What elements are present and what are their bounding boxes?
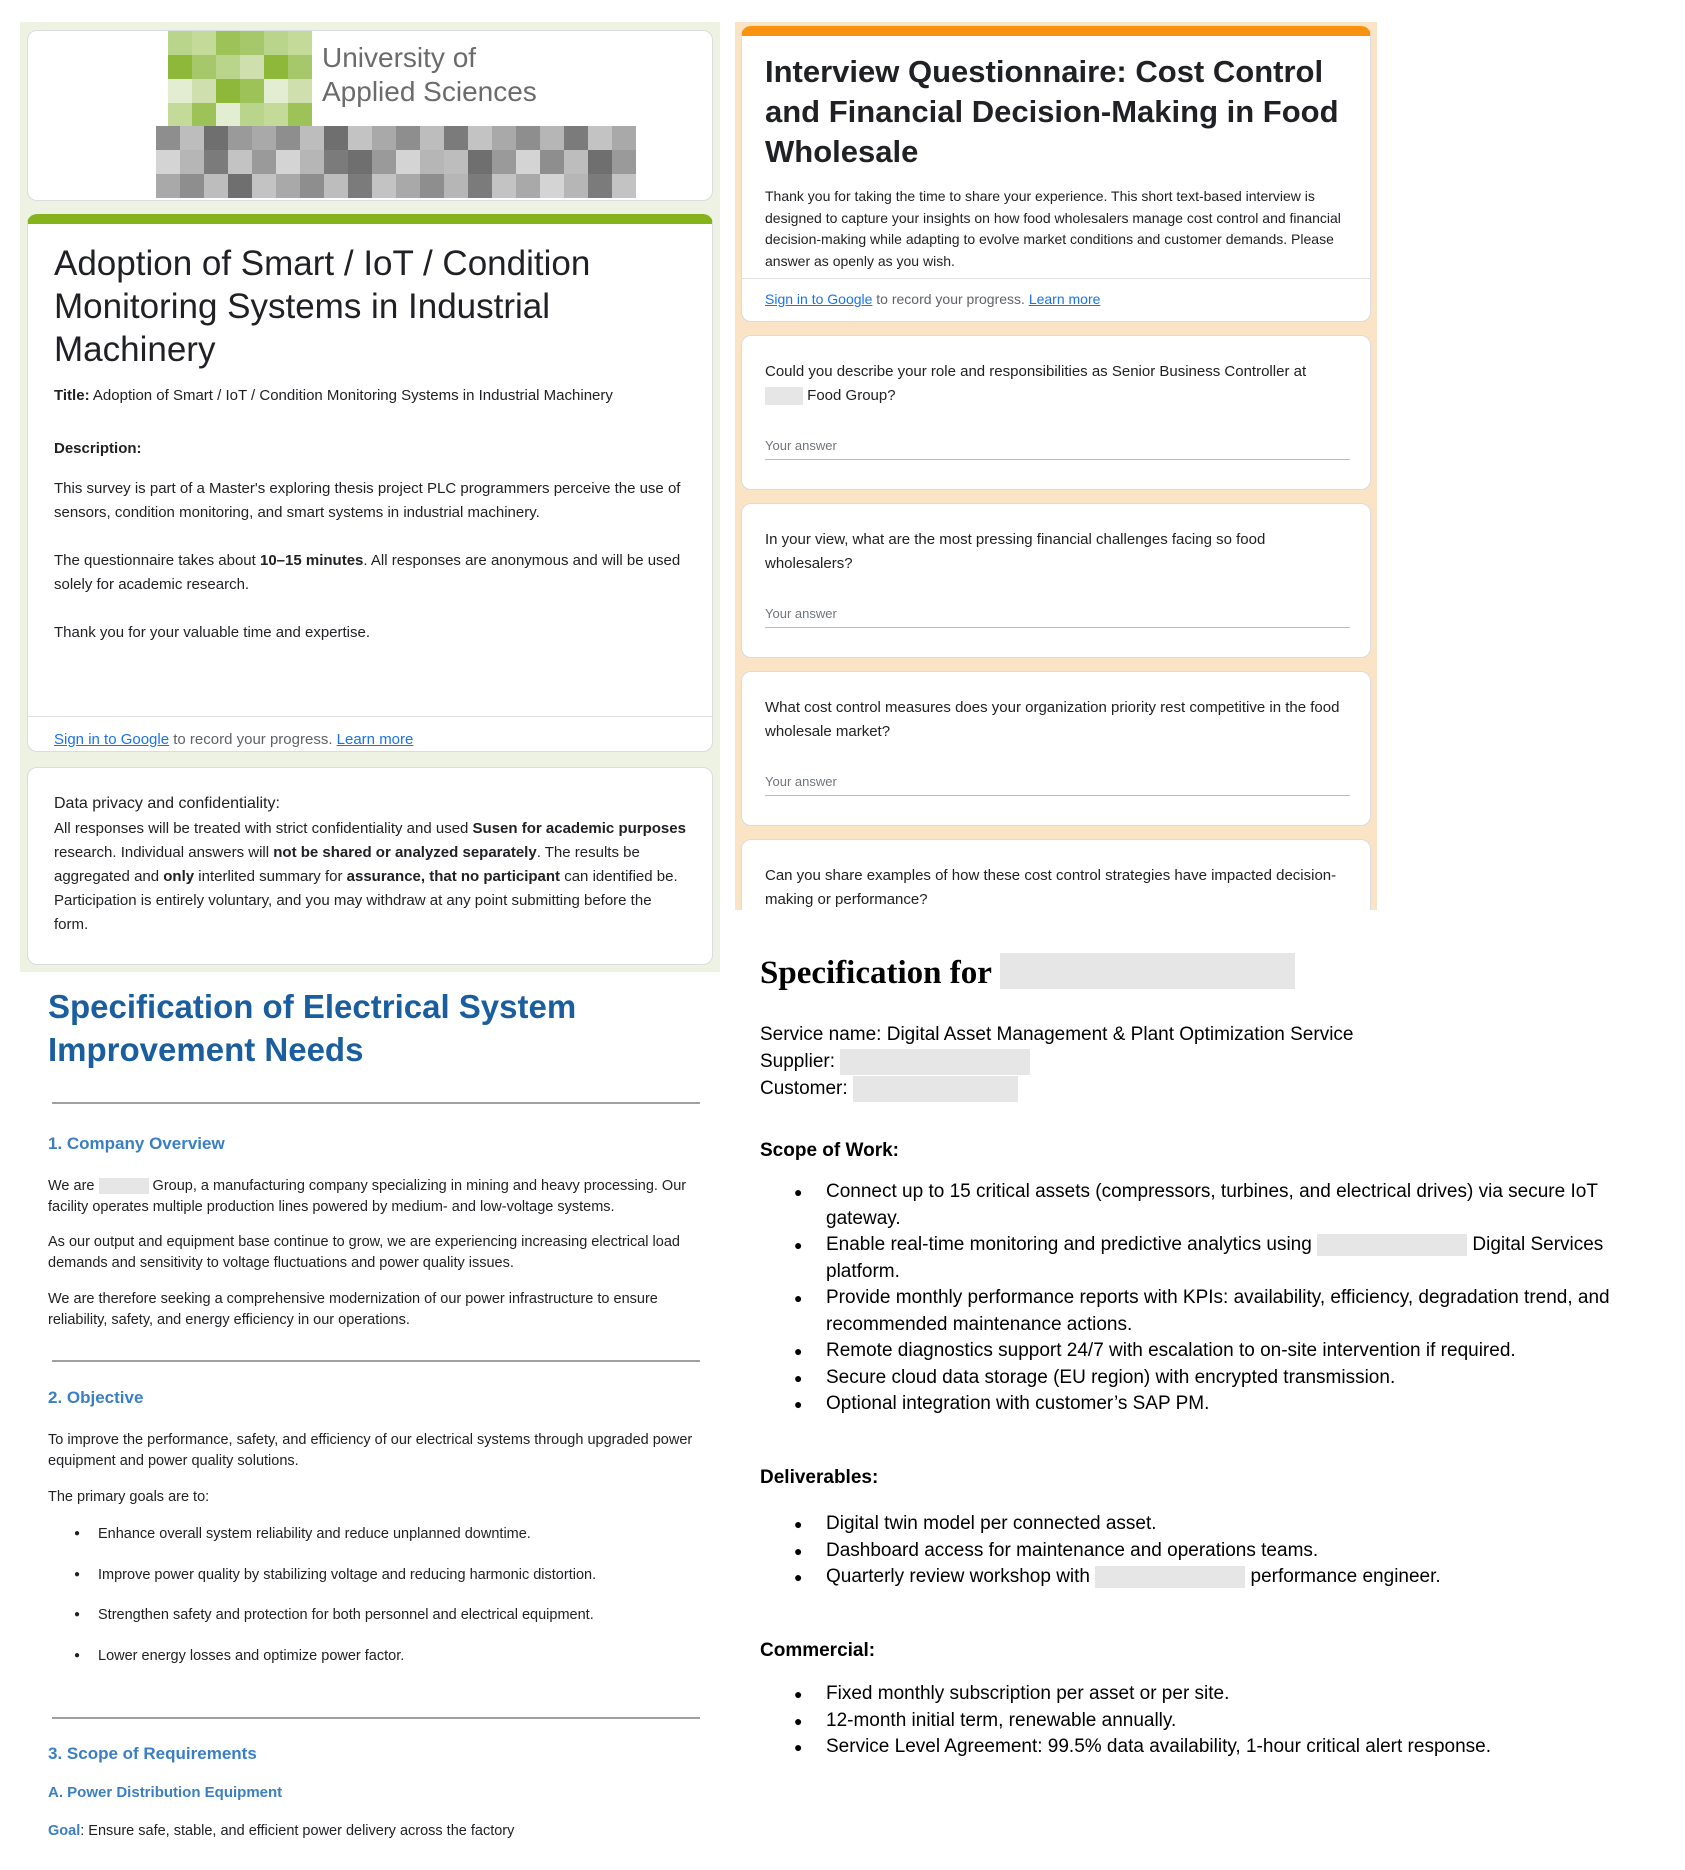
- redacted-customer: [853, 1076, 1018, 1102]
- redaction-tile: [180, 126, 204, 150]
- customer-label: Customer:: [760, 1078, 848, 1099]
- commercial-item: ● Service Level Agreement: 99.5% data availability, 1-hour critical alert response.: [760, 1734, 1630, 1761]
- redaction-tile: [492, 174, 516, 198]
- privacy-part-3: research. Individual answers will: [54, 844, 274, 861]
- redaction-tile: [204, 126, 228, 150]
- logo-tile: [216, 103, 240, 127]
- logo-tile: [240, 103, 264, 127]
- redaction-tile: [564, 150, 588, 174]
- logo-tile: [240, 31, 264, 55]
- scope-item: ● Optional integration with customer’s SAP PM.: [760, 1391, 1630, 1418]
- logo-tile: [216, 79, 240, 103]
- answer-field-1[interactable]: Your answer: [765, 438, 1350, 460]
- divider: [52, 1102, 700, 1104]
- redaction-tile: [516, 150, 540, 174]
- redaction-tile: [588, 174, 612, 198]
- redaction-tile: [348, 150, 372, 174]
- duration-text: [54, 549, 694, 597]
- interview-title: Interview Questionnaire: Cost Control and Financial Decision-Making in Food Wholesale: [765, 54, 1339, 169]
- interview-intro: Thank you for taking the time to share your experience. This short text-based interview is designed to capture your insights on how food wholesalers manage cost control and financial decision-making while adapting to evolve market conditions and customer demands. Please answer as openly as you wish.: [765, 188, 1341, 269]
- redaction-tile: [564, 126, 588, 150]
- section-3-heading: 3. Scope of Requirements: [48, 1744, 257, 1763]
- logo-tile: [264, 79, 288, 103]
- logo-tile: [216, 55, 240, 79]
- redaction-tile: [588, 126, 612, 150]
- privacy-part-8: assurance, that no participant: [346, 868, 561, 885]
- privacy-heading: Data privacy and confidentiality:: [54, 795, 280, 812]
- university-logo-mark: [168, 31, 312, 127]
- sign-in-text: to record your progress.: [169, 731, 337, 748]
- deliverable-item: ● Digital twin model per connected asset.: [760, 1511, 1630, 1538]
- sign-in-bar: [28, 716, 712, 762]
- deliverables-heading: Deliverables:: [760, 1467, 879, 1488]
- redaction-tile: [588, 150, 612, 174]
- overview-p1-part-b: Group, a manufacturing company specializing in mining and heavy processing. Our facility operates multiple production lines powered by medium- and low-voltage systems.: [48, 1178, 687, 1215]
- scope-item: ● Connect up to 15 critical assets (compressors, turbines, and electrical drives) via secure IoT gateway.: [760, 1179, 1630, 1232]
- logo-tile: [240, 79, 264, 103]
- redaction-tile: [348, 174, 372, 198]
- duration-bold: 10–15 minutes: [259, 552, 364, 569]
- logo-tile: [264, 55, 288, 79]
- logo-tile: [288, 31, 312, 55]
- redaction-tile: [300, 150, 324, 174]
- logo-tile: [168, 31, 192, 55]
- redaction-tile: [300, 174, 324, 198]
- redaction-tile: [180, 174, 204, 198]
- description-label: Description:: [54, 440, 142, 457]
- title-value: Adoption of Smart / IoT / Condition Monitoring Systems in Industrial Machinery: [92, 387, 613, 404]
- company-overview-p1: [48, 1176, 708, 1217]
- question-1-part-b: Food Group?: [807, 387, 896, 404]
- interview-header-card: [741, 26, 1371, 322]
- sign-in-bar: [742, 278, 1370, 319]
- section-2-heading: 2. Objective: [48, 1388, 144, 1407]
- redaction-tile: [180, 150, 204, 174]
- privacy-part-1: All responses will be treated with strict confidentiality and used: [54, 820, 473, 837]
- redaction-tile: [396, 150, 420, 174]
- redaction-tile: [612, 174, 636, 198]
- logo-line-1: University of: [322, 42, 477, 73]
- redaction-tile: [156, 174, 180, 198]
- deliverable-3-part-b: performance engineer.: [1250, 1566, 1441, 1587]
- goals-list: [48, 1524, 596, 1686]
- redaction-tile: [324, 126, 348, 150]
- goal-item: ● Enhance overall system reliability and reduce unplanned downtime.: [48, 1524, 596, 1565]
- redaction-tile: [540, 150, 564, 174]
- food-wholesale-interview-form: [735, 22, 1377, 910]
- question-card-4: [741, 839, 1371, 910]
- goal-line: [48, 1821, 708, 1842]
- commercial-item: ● Fixed monthly subscription per asset or per site.: [760, 1681, 1630, 1708]
- customer-line: [760, 1075, 1354, 1102]
- redaction-tile: [444, 150, 468, 174]
- redaction-tile: [420, 126, 444, 150]
- privacy-part-5: . The results be aggregated and: [54, 844, 640, 885]
- thanks-text: Thank you for your valuable time and expertise.: [54, 624, 371, 641]
- question-2: In your view, what are the most pressing financial challenges facing so food wholesalers?: [765, 531, 1266, 572]
- scope-item: ● Provide monthly performance reports with KPIs: availability, efficiency, degradation trend, and recommended maintenance actions.: [760, 1285, 1630, 1338]
- learn-more-link[interactable]: Learn more: [1028, 291, 1101, 307]
- redaction-tile: [420, 174, 444, 198]
- logo-tile: [216, 31, 240, 55]
- objective-p2: The primary goals are to:: [48, 1489, 210, 1505]
- question-4: Can you share examples of how these cost control strategies have impacted decision-making or performance?: [765, 867, 1337, 908]
- doc-title: Specification of Electrical System Improvement Needs: [48, 988, 577, 1068]
- redaction-tile: [228, 150, 252, 174]
- redacted-platform: [1317, 1234, 1467, 1256]
- divider: [52, 1717, 700, 1719]
- logo-tile: [192, 103, 216, 127]
- redaction-tile: [276, 150, 300, 174]
- logo-tile: [192, 31, 216, 55]
- learn-more-link[interactable]: Learn more: [336, 731, 414, 748]
- redaction-tile: [540, 126, 564, 150]
- deliverables-list: [760, 1511, 1630, 1591]
- logo-tile: [240, 55, 264, 79]
- spec-title: [760, 953, 1295, 992]
- supplier-label: Supplier:: [760, 1051, 835, 1072]
- divider: [52, 1360, 700, 1362]
- sign-in-link[interactable]: Sign in to Google: [765, 291, 873, 307]
- logo-tile: [264, 31, 288, 55]
- scope-list: [760, 1179, 1630, 1418]
- redacted-company: [99, 1178, 149, 1194]
- redacted-supplier: [1095, 1566, 1245, 1588]
- privacy-part-9: can identified be. Participation is entirely voluntary, and you may withdraw at any point submitting before the form.: [54, 868, 678, 933]
- logo-tile: [288, 55, 312, 79]
- scope-2-part-b: Digital Services platform.: [826, 1234, 1604, 1282]
- deliverable-3-part-a: Quarterly review workshop with: [826, 1566, 1090, 1587]
- redaction-tile: [444, 174, 468, 198]
- sign-in-link[interactable]: Sign in to Google: [54, 731, 170, 748]
- redaction-tile: [204, 150, 228, 174]
- redaction-tile: [612, 150, 636, 174]
- logo-tile: [288, 103, 312, 127]
- logo-tile: [168, 103, 192, 127]
- question-1-part-a: Could you describe your role and responsibilities as Senior Business Controller at: [765, 363, 1307, 380]
- university-logo-text: [322, 41, 537, 109]
- duration-pre: The questionnaire takes about: [54, 552, 260, 569]
- scope-item: ● Remote diagnostics support 24/7 with escalation to on-site intervention if required.: [760, 1338, 1630, 1365]
- scope-2-part-a: Enable real-time monitoring and predictive analytics using: [826, 1234, 1312, 1255]
- redaction-tile: [324, 150, 348, 174]
- redaction-tile: [492, 150, 516, 174]
- question-card-2: [741, 503, 1371, 658]
- scope-item: ● Secure cloud data storage (EU region) with encrypted transmission.: [760, 1365, 1630, 1392]
- redaction-tile: [156, 126, 180, 150]
- description-text: This survey is part of a Master's exploring thesis project PLC programmers perceive the use of sensors, condition monitoring, and smart systems in industrial machinery.: [54, 480, 681, 521]
- objective-p1: To improve the performance, safety, and efficiency of our electrical systems through upgraded power equipment and power quality solutions.: [48, 1432, 693, 1469]
- commercial-list: [760, 1681, 1630, 1761]
- service-name: Service name: Digital Asset Management & Plant Optimization Service: [760, 1024, 1354, 1045]
- redaction-tile: [300, 126, 324, 150]
- title-label: Title:: [54, 387, 90, 404]
- logo-tile: [192, 79, 216, 103]
- redaction-tile: [372, 150, 396, 174]
- company-overview-p3: We are therefore seeking a comprehensive modernization of our power infrastructure to ensure reliability, safety, and energy efficiency in our operations.: [48, 1291, 658, 1328]
- redaction-tile: [396, 126, 420, 150]
- smart-iot-survey-form: [20, 22, 720, 972]
- redaction-tile: [252, 174, 276, 198]
- redaction-tile: [252, 150, 276, 174]
- goal-item: ● Lower energy losses and optimize power factor.: [48, 1646, 596, 1687]
- redaction-tile: [348, 126, 372, 150]
- logo-tile: [288, 79, 312, 103]
- answer-field-2[interactable]: Your answer: [765, 606, 1350, 628]
- answer-field-3[interactable]: Your answer: [765, 774, 1350, 796]
- privacy-part-4: not be shared or analyzed separately: [273, 844, 537, 861]
- overview-p1-part-a: We are: [48, 1178, 95, 1194]
- redaction-tile: [420, 150, 444, 174]
- form-header-card: [27, 214, 713, 752]
- redaction-tile: [564, 174, 588, 198]
- duration-post: . All responses are anonymous and will be used solely for academic research.: [54, 552, 681, 593]
- question-card-1: [741, 335, 1371, 490]
- redacted-name: [1000, 953, 1295, 989]
- redaction-tile: [276, 126, 300, 150]
- commercial-heading: Commercial:: [760, 1640, 876, 1661]
- spec-title-text: Specification for: [760, 955, 992, 991]
- goal-label: Goal: [48, 1823, 81, 1839]
- privacy-text: [54, 817, 689, 937]
- redaction-tile: [324, 174, 348, 198]
- scope-heading: Scope of Work:: [760, 1140, 899, 1161]
- privacy-part-2: Susen for academic purposes: [472, 820, 686, 837]
- redaction-tile: [540, 174, 564, 198]
- title-line: [54, 384, 694, 408]
- privacy-part-6: only: [163, 868, 195, 885]
- pixelated-redaction: [156, 126, 636, 198]
- form-title: Adoption of Smart / IoT / Condition Monitoring Systems in Industrial Machinery: [54, 244, 591, 369]
- goal-text: : Ensure safe, stable, and efficient power delivery across the factory: [80, 1823, 515, 1839]
- privacy-part-7: interlited summary for: [194, 868, 347, 885]
- commercial-item: ● 12-month initial term, renewable annually.: [760, 1708, 1630, 1735]
- redaction-tile: [252, 126, 276, 150]
- redacted-company: [765, 387, 803, 405]
- redaction-tile: [468, 174, 492, 198]
- scope-item: [760, 1232, 1630, 1285]
- redaction-tile: [396, 174, 420, 198]
- service-spec-document: [745, 935, 1670, 1795]
- sign-in-text: to record your progress.: [872, 291, 1029, 307]
- section-1-heading: 1. Company Overview: [48, 1134, 225, 1153]
- redaction-tile: [228, 126, 252, 150]
- question-1: [765, 360, 1350, 408]
- deliverable-item: ● Dashboard access for maintenance and operations teams.: [760, 1538, 1630, 1565]
- question-3: What cost control measures does your organization priority rest competitive in the food wholesale market?: [765, 699, 1340, 740]
- question-card-3: [741, 671, 1371, 826]
- redaction-tile: [372, 174, 396, 198]
- supplier-line: [760, 1048, 1354, 1075]
- service-meta: [760, 1021, 1354, 1102]
- deliverable-item: [760, 1564, 1630, 1591]
- logo-tile: [168, 55, 192, 79]
- logo-line-2: Applied Sciences: [322, 76, 537, 107]
- redaction-tile: [468, 126, 492, 150]
- redaction-tile: [516, 174, 540, 198]
- privacy-card: [27, 767, 713, 965]
- logo-tile: [192, 55, 216, 79]
- goal-item: ● Strengthen safety and protection for both personnel and electrical equipment.: [48, 1605, 596, 1646]
- logo-tile: [168, 79, 192, 103]
- redaction-tile: [204, 174, 228, 198]
- company-overview-p2: As our output and equipment base continue to grow, we are experiencing increasing electrical load demands and sensitivity to voltage fluctuations and power quality issues.: [48, 1234, 680, 1271]
- redaction-tile: [156, 150, 180, 174]
- subsection-a-heading: A. Power Distribution Equipment: [48, 1784, 283, 1801]
- goal-item: ● Improve power quality by stabilizing voltage and reducing harmonic distortion.: [48, 1565, 596, 1606]
- redaction-tile: [444, 126, 468, 150]
- university-logo-card: [27, 30, 713, 201]
- redaction-tile: [612, 126, 636, 150]
- logo-tile: [264, 103, 288, 127]
- redaction-tile: [516, 126, 540, 150]
- redaction-tile: [372, 126, 396, 150]
- redaction-tile: [228, 174, 252, 198]
- redaction-tile: [276, 174, 300, 198]
- electrical-spec-document: [28, 980, 718, 1870]
- redaction-tile: [468, 150, 492, 174]
- redacted-supplier: [840, 1049, 1030, 1075]
- redaction-tile: [492, 126, 516, 150]
